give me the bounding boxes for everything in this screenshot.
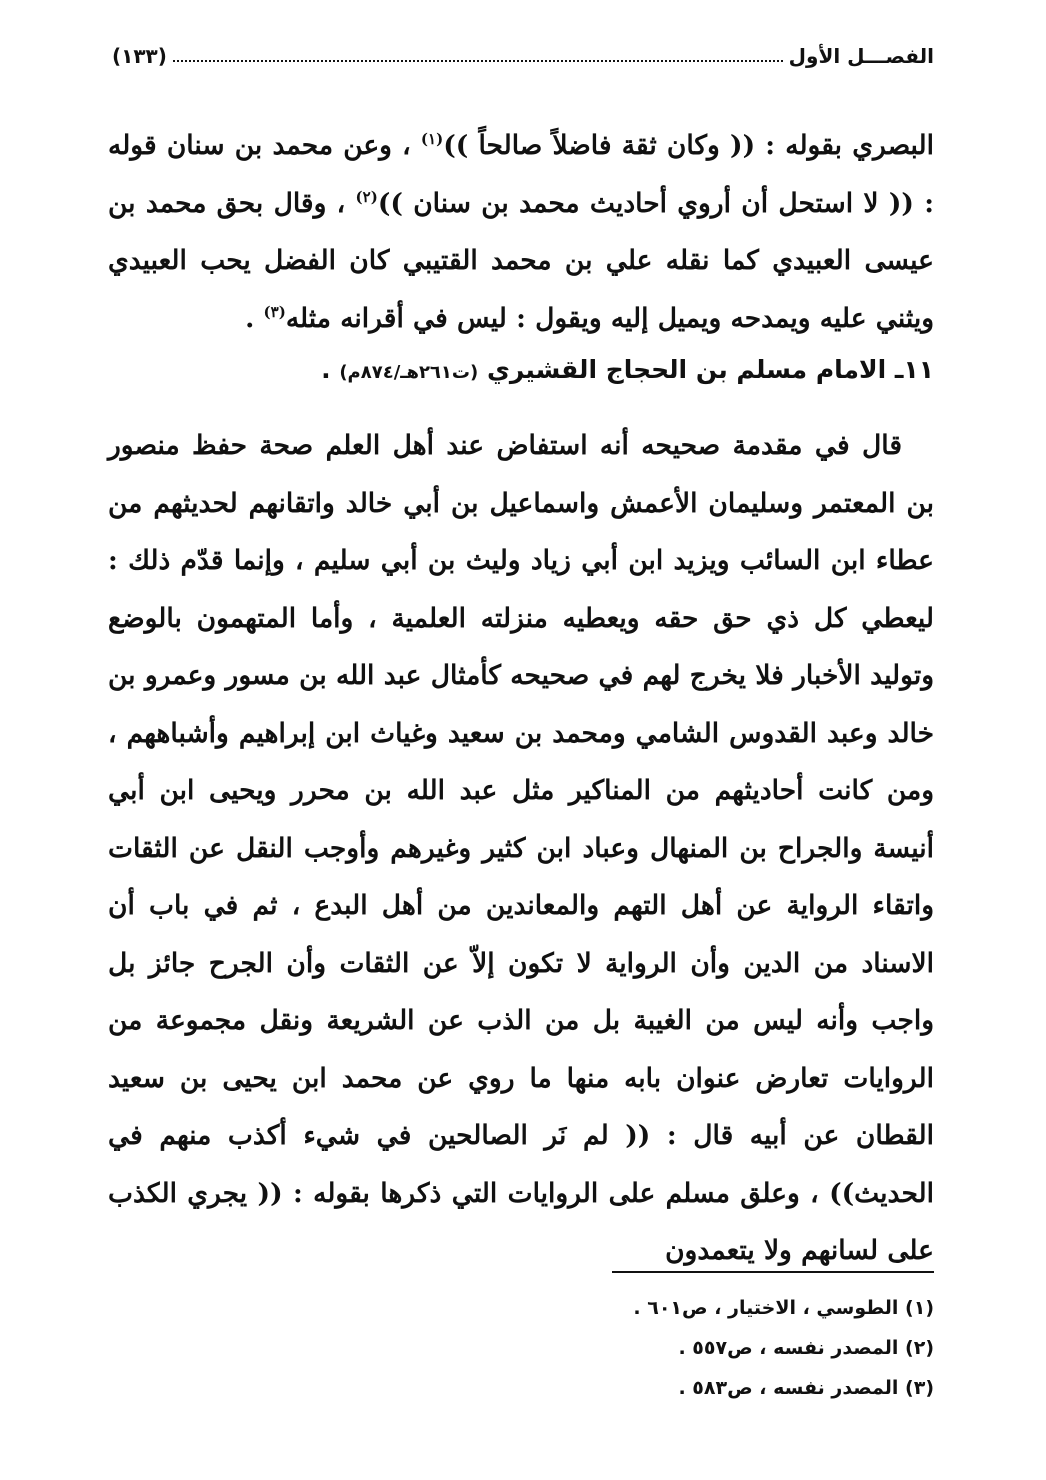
page-number: (١٣٣) [112,44,167,68]
footnote-1: (١) الطوسي ، الاختيار ، ص٦٠١ . [633,1297,934,1319]
footnote-ref-1: (١) [420,130,444,149]
section-heading-title: ١١ـ الامام مسلم بن الحجاج القشيري [486,355,934,384]
chapter-title: الفصـــل الأول [788,44,934,68]
footnotes [434,1288,934,1408]
paragraph-1-part-d: . [245,302,264,334]
footnote-ref-3: (٣) [263,302,286,321]
running-header [112,44,934,68]
paragraph-1 [108,117,934,347]
section-heading-end: . [321,355,340,384]
footnote-2: (٢) المصدر نفسه ، ص٥٥٧ . [678,1337,934,1359]
paragraph-2-text: قال في مقدمة صحيحه أنه استفاض عند أهل العلم صحة حفظ منصور بن المعتمر وسليمان الأعمش واسماعيل بن أبي خالد واتقانهم لحديثهم من عطاء ابن السائب ويزيد ابن أبي زياد وليث بن أبي سليم ، وإنما قدّم ذلك : ليعطي كل ذي حق حقه ويعطيه منزلته العلمية ، وأما المتهمون بالوضع وتوليد الأخبار فلا يخرج لهم في صحيحه كأمثال عبد الله بن مسور وعمرو بن خالد وعبد القدوس الشامي ومحمد بن سعيد وغياث ابن إبراهيم وأشباههم ، ومن كانت أحاديثهم من المناكير مثل عبد الله بن محرر ويحيى ابن أبي أنيسة والجراح بن المنهال وعباد ابن كثير وغيرهم وأوجب النقل عن الثقات واتقاء الرواية عن أهل التهم والمعاندين من أهل البدع ، ثم في باب أن الاسناد من الدين وأن الرواية لا تكون إلاّ عن الثقات وأن الجرح جائز بل واجب وأنه ليس من الغيبة بل من الذب عن الشريعة ونقل مجموعة من الروايات تعارض عنوان بابه منها ما روي عن محمد ابن يحيى بن سعيد القطان عن أبيه قال : (( لم نَر الصالحين في شيء أكذب منهم في الحديث)) ، وعلق مسلم على الروايات التي ذكرها بقوله : (( يجري الكذب على لسانهم ولا يتعمدون [108,430,934,1266]
section-heading [108,355,934,384]
header-dot-leader [173,58,783,62]
footnote-separator [612,1271,934,1273]
paragraph-1-part-c: ، وقال بحق محمد بن عيسى العبيدي كما نقله علي بن محمد القتيبي كان الفضل يحب العبيدي ويثني عليه ويمدحه ويميل إليه ويقول : ليس في أقرانه مثله [108,187,934,334]
paragraph-1-part-a: البصري بقوله : (( وكان ثقة فاضلاً صالحاً )) [443,130,934,161]
paragraph-1-part-b: ، وعن محمد بن سنان قوله : (( لا استحل أن أروي أحاديث محمد بن سنان )) [108,130,934,219]
paragraph-2 [108,417,934,1280]
footnote-3: (٣) المصدر نفسه ، ص٥٨٣ . [678,1377,934,1399]
section-heading-date: (ت٢٦١هـ/٨٧٤م) [339,362,479,383]
footnote-ref-2: (٢) [355,187,378,206]
